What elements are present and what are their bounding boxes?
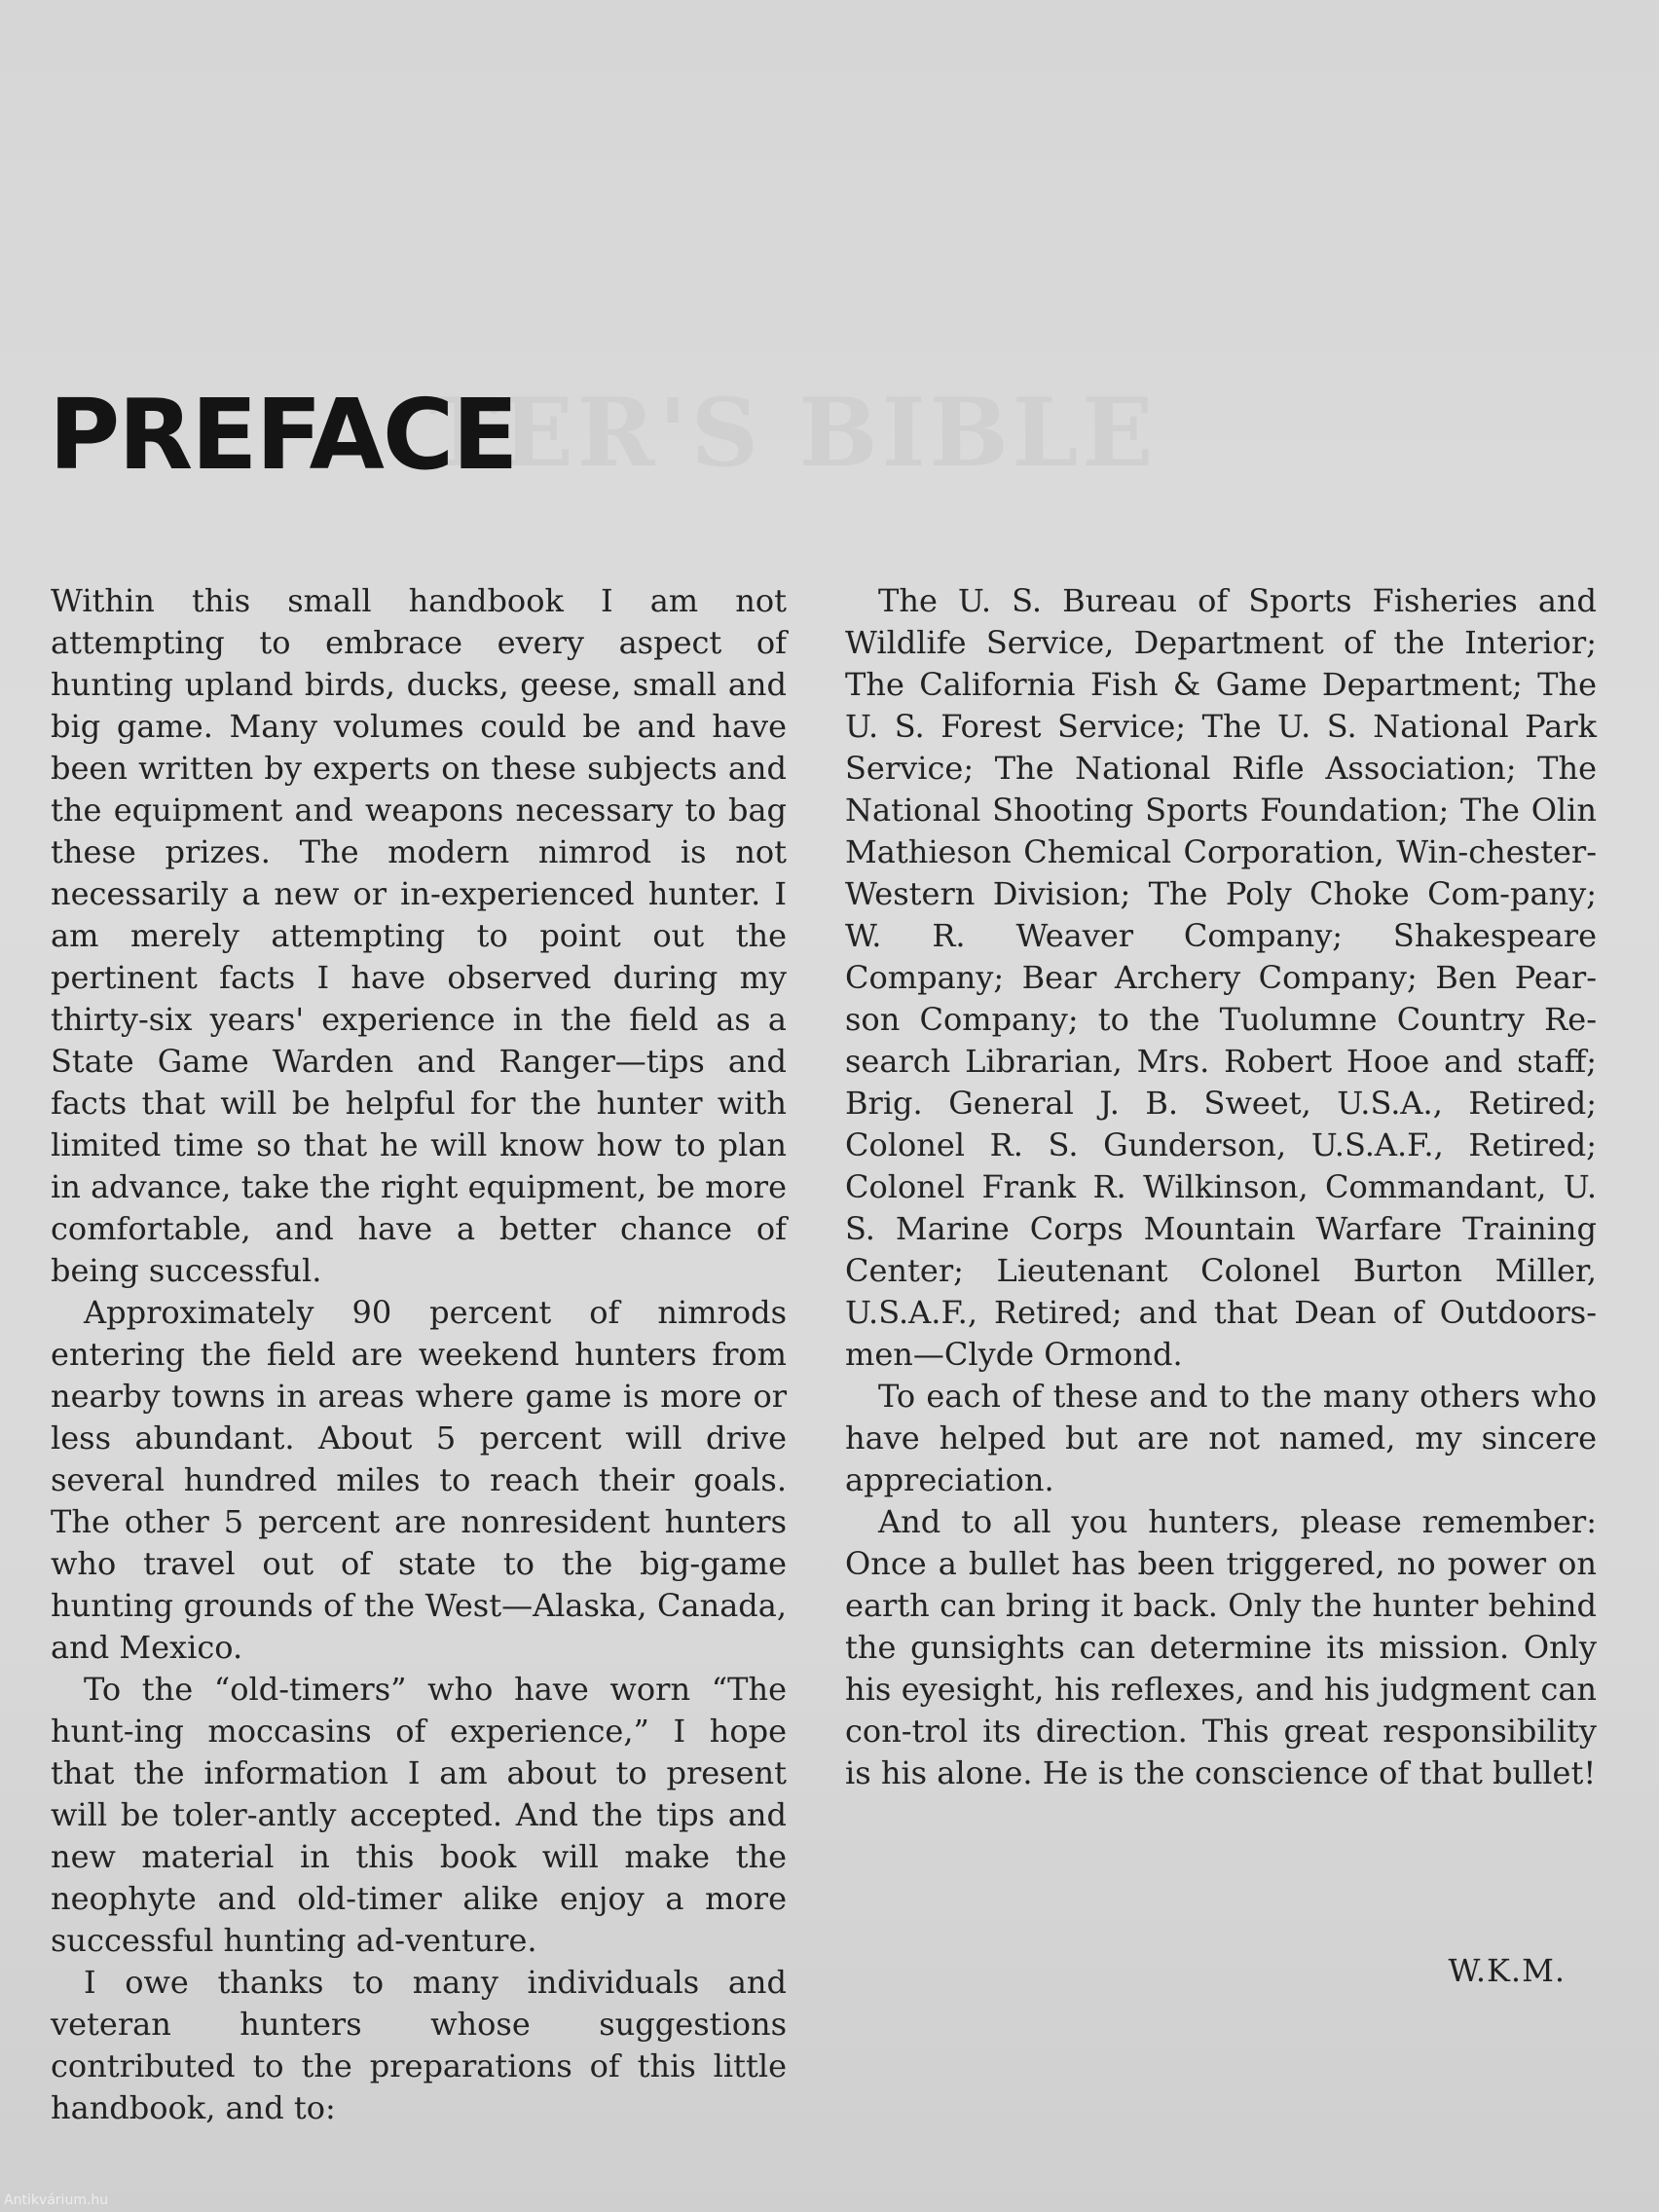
paragraph: To the “old-timers” who have worn “The hunt-ing moccasins of experience,” I hope that the information I am about to present will be toler-antly accepted. And the tips and new material in this book will make the neophyte and old-timer alike enjoy a more successful hunting ad-venture.	[51, 1671, 787, 1959]
paragraph: The U. S. Bureau of Sports Fisheries and Wildlife Service, Department of the Interior; The California Fish & Game Department; The U. S. Forest Service; The U. S. National Park Service; The National Rifle Association; The National Shooting Sports Foundation; The Olin Mathieson Chemical Corporation, Win-chester-Western Division; The Poly Choke Com-pany; W. R. Weaver Company; Shakespeare Company; Bear Archery Company; Ben Pear-son Company; to the Tuolumne Country Re-search Librarian, Mrs. Robert Hooe and staff; Brig. General J. B. Sweet, U.S.A., Retired; Colonel R. S. Gunderson, U.S.A.F., Retired; Colonel Frank R. Wilkinson, Commandant, U. S. Marine Corps Mountain Warfare Training Center; Lieutenant Colonel Burton Miller, U.S.A.F., Retired; and that Dean of Outdoors-men—Clyde Ormond.	[845, 582, 1597, 1373]
left-column	[51, 580, 787, 2129]
right-column	[845, 580, 1597, 1794]
paragraph: Approximately 90 percent of nimrods entering the field are weekend hunters from nearby towns in areas where game is more or less abundant. About 5 percent will drive several hundred miles to reach their goals. The other 5 percent are nonresident hunters who travel out of state to the big-game hunting grounds of the West—Alaska, Canada, and Mexico.	[51, 1294, 787, 1666]
author-initials: W.K.M.	[1448, 1952, 1566, 1989]
paragraph: And to all you hunters, please remember: Once a bullet has been triggered, no power on earth can bring it back. Only the hunter behind the gunsights can determine its mission. Only his eyesight, his reflexes, and his judgment can con-trol its direction. This great responsibility is his alone. He is the conscience of that bullet!	[845, 1503, 1597, 1791]
bleed-through-title: TER'S BIBLE	[428, 378, 1158, 488]
watermark: Antikvárium.hu	[4, 2193, 109, 2208]
paragraph: Within this small handbook I am not attempting to embrace every aspect of hunting upland birds, ducks, geese, small and big game. Many volumes could be and have been written by experts on these subjects and the equipment and weapons necessary to bag these prizes. The modern nimrod is not necessarily a new or in-experienced hunter. I am merely attempting to point out the pertinent facts I have observed during my thirty-six years' experience in the field as a State Game Warden and Ranger—tips and facts that will be helpful for the hunter with limited time so that he will know how to plan in advance, take the right equipment, be more comfortable, and have a better chance of being successful.	[51, 582, 787, 1289]
page-title: PREFACE	[49, 378, 517, 492]
paragraph: To each of these and to the many others who have helped but are not named, my sincere appreciation.	[845, 1378, 1597, 1498]
paragraph: I owe thanks to many individuals and veteran hunters whose suggestions contributed to the preparations of this little handbook, and to:	[51, 1964, 787, 2126]
